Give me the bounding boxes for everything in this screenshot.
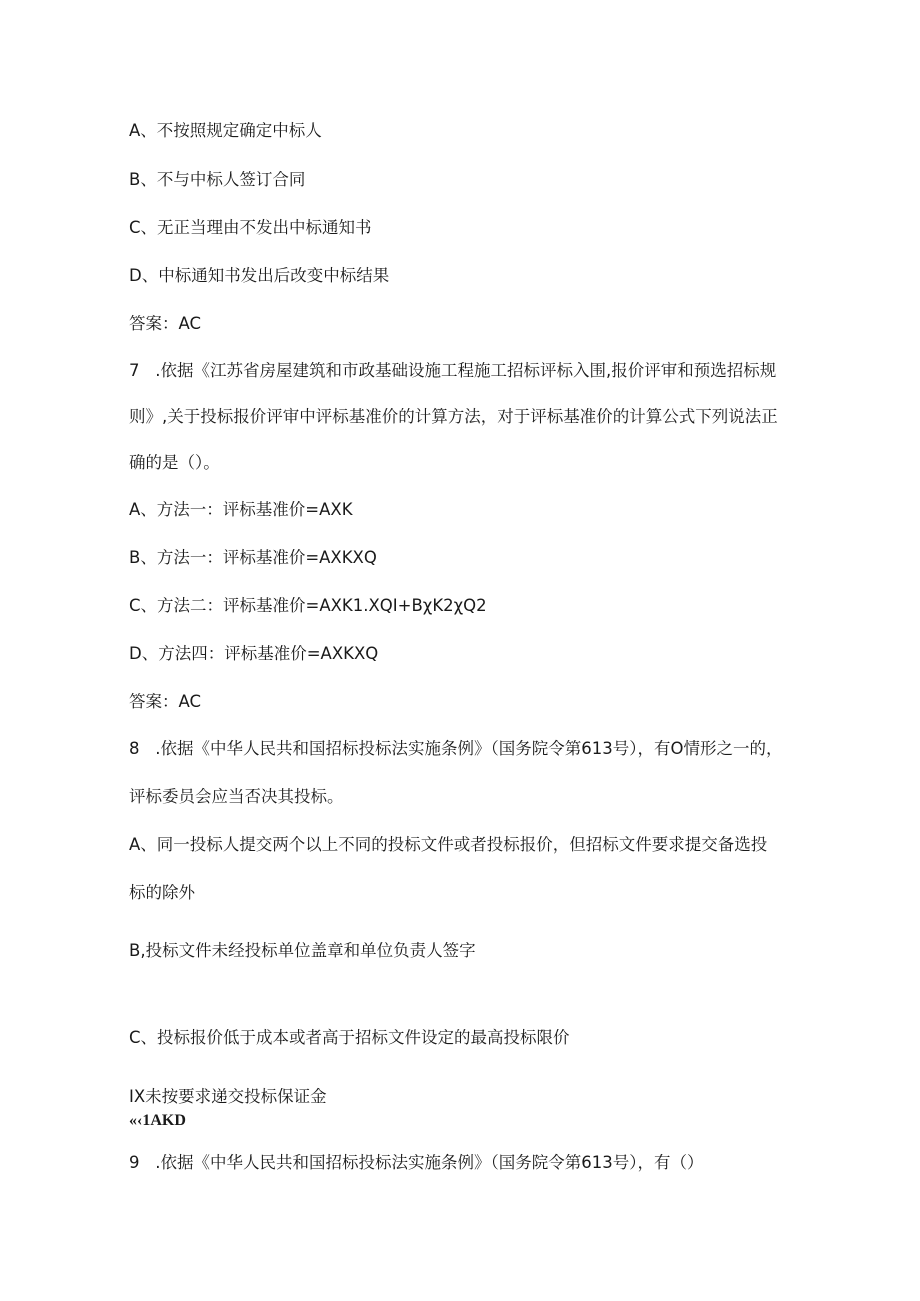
q9-stem-line-1: 9 .依据《中华人民共和国招标投标法实施条例》（国务院令第613号），有（） xyxy=(129,1153,704,1172)
q8-stem-line-1: 8 .依据《中华人民共和国招标投标法实施条例》（国务院令第613号），有O情形之一的， xyxy=(129,739,783,758)
q7-answer: 答案：AC xyxy=(129,692,202,711)
q7-stem-line-2: 则》,关于投标报价评审中评标基准价的计算方法，对于评标基准价的计算公式下列说法正 xyxy=(129,407,778,426)
q8-option-b: B,投标文件未经投标单位盖章和单位负责人签字 xyxy=(129,941,476,960)
q7-option-d: D、方法四：评标基准价=AXKXQ xyxy=(129,644,379,663)
q7-option-c: C、方法二：评标基准价=AXK1.XQI+BχK2χQ2 xyxy=(129,596,487,615)
q6-option-d: D、中标通知书发出后改变中标结果 xyxy=(129,266,390,285)
q8-option-d: IX未按要求递交投标保证金 xyxy=(129,1087,327,1106)
q7-option-a: A、方法一：评标基准价=AXK xyxy=(129,500,353,519)
q6-option-c: C、无正当理由不发出中标通知书 xyxy=(129,218,372,237)
q7-option-b: B、方法一：评标基准价=AXKXQ xyxy=(129,548,377,567)
q6-option-a: A、不按照规定确定中标人 xyxy=(129,121,322,140)
q7-stem-line-3: 确的是（）。 xyxy=(129,453,220,472)
q8-option-c: C、投标报价低于成本或者高于招标文件设定的最高投标限价 xyxy=(129,1028,570,1047)
q6-answer: 答案：AC xyxy=(129,314,202,333)
q8-option-a-line-2: 标的除外 xyxy=(129,883,195,902)
q8-stem-line-2: 评标委员会应当否决其投标。 xyxy=(129,787,344,806)
q7-stem-line-1: 7 .依据《江苏省房屋建筑和市政基础设施工程施工招标评标入围,报价评审和预选招标规 xyxy=(129,361,777,380)
q6-option-b: B、不与中标人签订合同 xyxy=(129,170,306,189)
q8-answer: «‹1AKD xyxy=(129,1112,186,1129)
q8-option-a-line-1: A、同一投标人提交两个以上不同的投标文件或者投标报价，但招标文件要求提交备选投 xyxy=(129,835,768,854)
